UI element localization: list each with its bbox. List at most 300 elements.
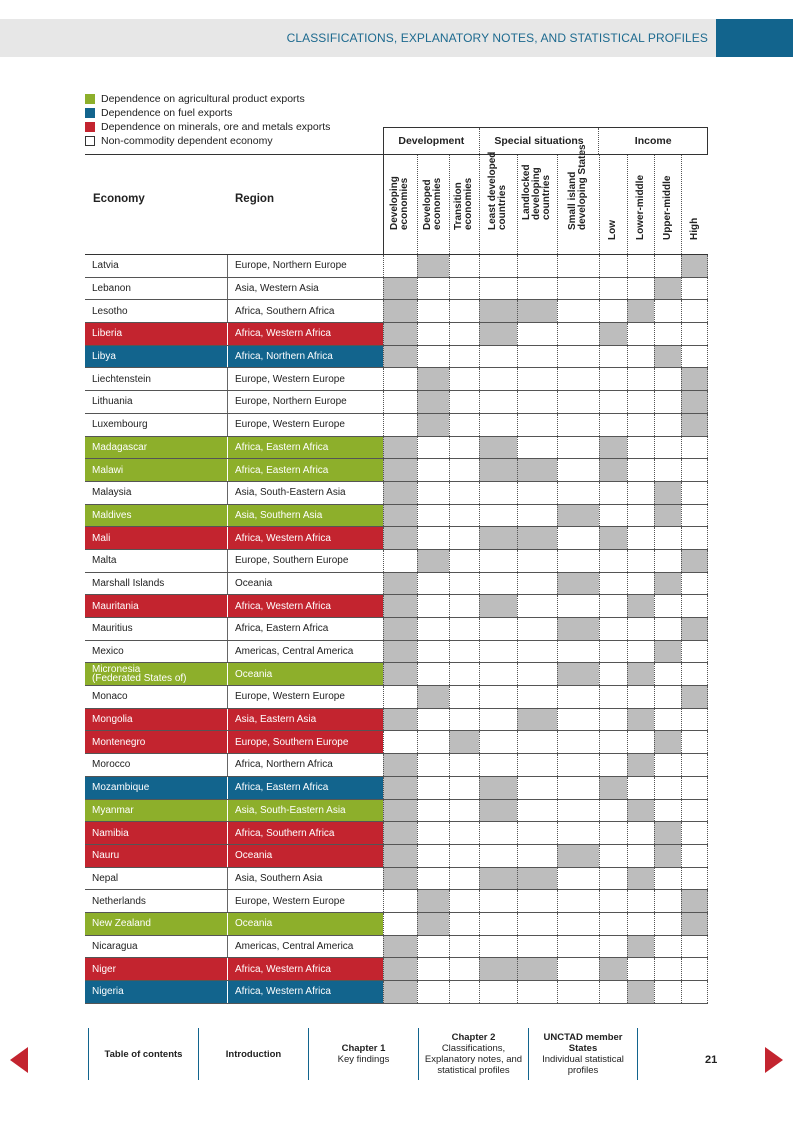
classification-cell bbox=[627, 618, 654, 640]
classification-cell bbox=[654, 323, 681, 345]
classification-cell bbox=[449, 913, 479, 935]
classification-cell bbox=[627, 777, 654, 799]
column-header-label: Low bbox=[607, 220, 618, 240]
classification-cell bbox=[681, 800, 708, 822]
classification-cell bbox=[654, 437, 681, 459]
table-edge bbox=[707, 822, 708, 844]
economy-cell: Mali bbox=[85, 527, 227, 549]
classification-mark bbox=[681, 414, 708, 436]
classification-cell bbox=[517, 550, 557, 572]
classification-mark bbox=[599, 323, 627, 345]
region-cell: Europe, Southern Europe bbox=[228, 731, 383, 753]
footer-nav-subtitle: Individual statistical profiles bbox=[542, 1054, 624, 1076]
classification-mark bbox=[517, 709, 557, 731]
classification-cell bbox=[449, 278, 479, 300]
footer-nav-item[interactable] bbox=[88, 1028, 198, 1080]
classification-cell bbox=[479, 913, 517, 935]
next-page-arrow-icon[interactable] bbox=[765, 1047, 783, 1073]
classification-cell bbox=[517, 913, 557, 935]
table-row bbox=[85, 278, 708, 301]
classification-cell bbox=[449, 868, 479, 890]
classification-mark bbox=[417, 913, 449, 935]
economy-cell: Monaco bbox=[92, 691, 128, 703]
classification-cell bbox=[557, 300, 599, 322]
classification-cell bbox=[479, 731, 517, 753]
classification-cell bbox=[479, 663, 517, 685]
classification-mark bbox=[627, 936, 654, 958]
classification-cell bbox=[654, 414, 681, 436]
region-cell: Asia, Eastern Asia bbox=[228, 709, 383, 731]
classification-cell bbox=[479, 845, 517, 867]
classification-cell bbox=[557, 391, 599, 413]
classification-cell bbox=[599, 346, 627, 368]
footer-nav-title: Table of contents bbox=[104, 1048, 183, 1060]
classification-cell bbox=[654, 868, 681, 890]
classification-cell bbox=[449, 346, 479, 368]
classification-cell bbox=[517, 822, 557, 844]
classification-cell bbox=[417, 459, 449, 481]
classification-mark bbox=[681, 368, 708, 390]
classification-cell bbox=[417, 527, 449, 549]
classification-cell bbox=[599, 913, 627, 935]
classification-cell bbox=[417, 278, 449, 300]
classification-cell bbox=[449, 300, 479, 322]
classification-cell bbox=[681, 663, 708, 685]
classification-cell bbox=[383, 913, 417, 935]
table-edge bbox=[707, 550, 708, 572]
legend-label: Non-commodity dependent economy bbox=[101, 135, 273, 147]
classification-cell bbox=[681, 868, 708, 890]
classification-cell bbox=[449, 618, 479, 640]
economy-cell: Latvia bbox=[92, 260, 119, 272]
classification-cell bbox=[599, 482, 627, 504]
classification-cell bbox=[479, 618, 517, 640]
table-row bbox=[85, 800, 708, 823]
classification-mark bbox=[383, 278, 417, 300]
header-column-divider bbox=[557, 155, 558, 254]
classification-cell bbox=[517, 936, 557, 958]
classification-cell bbox=[627, 414, 654, 436]
classification-mark bbox=[557, 845, 599, 867]
classification-cell bbox=[517, 255, 557, 277]
classification-cell bbox=[599, 255, 627, 277]
classification-cell bbox=[681, 754, 708, 776]
classification-cell bbox=[599, 368, 627, 390]
economy-cell: Nigeria bbox=[85, 981, 227, 1003]
classification-cell bbox=[449, 641, 479, 663]
region-cell: Africa, Northern Africa bbox=[228, 346, 383, 368]
group-development: Development bbox=[383, 128, 479, 154]
table-row bbox=[85, 822, 708, 845]
economy-cell: Nauru bbox=[85, 845, 227, 867]
classification-mark bbox=[479, 958, 517, 980]
table-row bbox=[85, 437, 708, 460]
classification-cell bbox=[627, 550, 654, 572]
classification-cell bbox=[599, 868, 627, 890]
classification-cell bbox=[599, 981, 627, 1003]
classification-cell bbox=[654, 686, 681, 708]
table-edge bbox=[707, 777, 708, 799]
table-body bbox=[85, 255, 708, 1004]
economy-cell: Mozambique bbox=[85, 777, 227, 799]
classification-mark bbox=[417, 391, 449, 413]
economy-cell: Niger bbox=[85, 958, 227, 980]
economy-cell: Nepal bbox=[92, 872, 119, 884]
classification-cell bbox=[627, 913, 654, 935]
footer-nav-subtitle: Classifications, Explanatory notes, and statistical profiles bbox=[424, 1043, 523, 1076]
region-cell: Europe, Western Europe bbox=[235, 691, 345, 703]
table-row bbox=[85, 527, 708, 550]
classification-cell bbox=[599, 754, 627, 776]
header-column-divider bbox=[599, 155, 600, 254]
classification-cell bbox=[599, 845, 627, 867]
header-accent-block bbox=[716, 19, 793, 57]
classification-cell bbox=[627, 482, 654, 504]
table-row bbox=[85, 868, 708, 891]
economy-cell: Mexico bbox=[92, 646, 124, 658]
table-edge bbox=[707, 890, 708, 912]
footer-nav-text bbox=[226, 1049, 281, 1060]
classification-mark bbox=[417, 890, 449, 912]
classification-cell bbox=[417, 482, 449, 504]
classification-cell bbox=[654, 913, 681, 935]
table-edge bbox=[707, 845, 708, 867]
classification-cell bbox=[479, 346, 517, 368]
classification-cell bbox=[627, 890, 654, 912]
economy-cell: Mauritius bbox=[92, 623, 133, 635]
economy-cell: Mongolia bbox=[85, 709, 227, 731]
classification-mark bbox=[479, 300, 517, 322]
table-row bbox=[85, 346, 708, 369]
classification-mark bbox=[654, 482, 681, 504]
classification-cell bbox=[681, 595, 708, 617]
classification-mark bbox=[383, 346, 417, 368]
table-row bbox=[85, 414, 708, 437]
classification-cell bbox=[627, 278, 654, 300]
classification-cell bbox=[599, 686, 627, 708]
footer-nav-title: Introduction bbox=[225, 1048, 282, 1060]
classification-cell bbox=[517, 890, 557, 912]
column-header-label: Developed economies bbox=[422, 177, 443, 230]
classification-mark bbox=[627, 709, 654, 731]
classification-mark bbox=[599, 958, 627, 980]
classification-cell bbox=[681, 346, 708, 368]
economy-cell: Liechtenstein bbox=[92, 373, 151, 385]
classification-cell bbox=[479, 255, 517, 277]
classification-cell bbox=[517, 663, 557, 685]
classification-mark bbox=[627, 595, 654, 617]
classification-cell bbox=[557, 550, 599, 572]
column-group-header bbox=[383, 127, 708, 154]
classification-cell bbox=[517, 777, 557, 799]
economy-cell: Netherlands bbox=[92, 895, 146, 907]
classification-cell bbox=[479, 278, 517, 300]
table-row bbox=[85, 845, 708, 868]
classification-cell bbox=[449, 505, 479, 527]
header-column-divider bbox=[681, 155, 682, 254]
classification-mark bbox=[654, 573, 681, 595]
classification-mark bbox=[383, 618, 417, 640]
classification-cell bbox=[479, 391, 517, 413]
economy-cell: Lesotho bbox=[92, 305, 128, 317]
classification-cell bbox=[517, 800, 557, 822]
classification-cell bbox=[654, 459, 681, 481]
classification-cell bbox=[479, 368, 517, 390]
classification-cell bbox=[517, 414, 557, 436]
legend-label: Dependence on minerals, ore and metals exports bbox=[101, 121, 331, 133]
classification-cell bbox=[517, 437, 557, 459]
economy-cell: Madagascar bbox=[85, 437, 227, 459]
classification-mark bbox=[479, 800, 517, 822]
classification-mark bbox=[517, 868, 557, 890]
classification-cell bbox=[681, 777, 708, 799]
economy-cell: Malaysia bbox=[92, 487, 132, 499]
classification-cell bbox=[681, 936, 708, 958]
classification-cell bbox=[627, 731, 654, 753]
header-column-divider bbox=[627, 155, 628, 254]
table-edge bbox=[707, 731, 708, 753]
classification-cell bbox=[681, 300, 708, 322]
classification-cell bbox=[599, 800, 627, 822]
classification-cell bbox=[654, 958, 681, 980]
classification-cell bbox=[557, 346, 599, 368]
classification-cell bbox=[654, 709, 681, 731]
table-edge bbox=[707, 368, 708, 390]
table-edge bbox=[707, 437, 708, 459]
classification-mark bbox=[517, 527, 557, 549]
classification-cell bbox=[517, 346, 557, 368]
table-row bbox=[85, 550, 708, 573]
classification-cell bbox=[681, 822, 708, 844]
classification-mark bbox=[383, 754, 417, 776]
table-row bbox=[85, 754, 708, 777]
classification-cell bbox=[654, 255, 681, 277]
classification-cell bbox=[517, 754, 557, 776]
classification-cell bbox=[449, 527, 479, 549]
classification-mark bbox=[383, 437, 417, 459]
classification-cell bbox=[417, 595, 449, 617]
classification-cell bbox=[681, 958, 708, 980]
classification-cell bbox=[654, 550, 681, 572]
classification-mark bbox=[654, 641, 681, 663]
classification-mark bbox=[417, 255, 449, 277]
table-edge bbox=[707, 958, 708, 980]
footer-nav-title: UNCTAD member States bbox=[543, 1032, 623, 1054]
table-edge bbox=[707, 391, 708, 413]
economy-cell: Malta bbox=[92, 555, 117, 567]
classification-cell bbox=[627, 527, 654, 549]
classification-cell bbox=[449, 482, 479, 504]
classification-cell bbox=[599, 505, 627, 527]
footer-nav-item[interactable] bbox=[198, 1028, 308, 1080]
classification-cell bbox=[654, 936, 681, 958]
classification-cell bbox=[383, 368, 417, 390]
table-edge bbox=[707, 981, 708, 1003]
economy-cell: Nicaragua bbox=[92, 940, 138, 952]
economy-cell: Malawi bbox=[85, 459, 227, 481]
footer-nav-title: Chapter 2 bbox=[451, 1032, 496, 1043]
classification-mark bbox=[383, 777, 417, 799]
table-row bbox=[85, 958, 708, 981]
classification-cell bbox=[383, 890, 417, 912]
classification-mark bbox=[681, 618, 708, 640]
table-header bbox=[85, 144, 708, 255]
classification-cell bbox=[449, 391, 479, 413]
classification-cell bbox=[557, 414, 599, 436]
economy-cell: Morocco bbox=[92, 759, 131, 771]
classification-cell bbox=[599, 550, 627, 572]
classification-cell bbox=[449, 459, 479, 481]
classification-cell bbox=[479, 936, 517, 958]
classification-cell bbox=[479, 505, 517, 527]
region-cell: Americas, Central America bbox=[235, 940, 354, 952]
classification-cell bbox=[417, 573, 449, 595]
column-header-label: Transition economies bbox=[453, 177, 474, 230]
previous-page-arrow-icon[interactable] bbox=[10, 1047, 28, 1073]
footer-nav-subtitle: Key findings bbox=[337, 1054, 390, 1065]
region-cell: Africa, Southern Africa bbox=[228, 822, 383, 844]
footer-nav-item[interactable] bbox=[418, 1028, 528, 1080]
classification-cell bbox=[417, 981, 449, 1003]
classification-cell bbox=[681, 505, 708, 527]
table-row bbox=[85, 391, 708, 414]
classification-mark bbox=[383, 800, 417, 822]
footer-nav-item[interactable] bbox=[308, 1028, 418, 1080]
table-edge bbox=[707, 618, 708, 640]
region-cell: Africa, Western Africa bbox=[228, 958, 383, 980]
classification-cell bbox=[449, 414, 479, 436]
header-economy: Economy bbox=[93, 193, 145, 205]
table-edge bbox=[707, 300, 708, 322]
classification-cell bbox=[557, 482, 599, 504]
table-edge bbox=[707, 800, 708, 822]
classification-mark bbox=[383, 709, 417, 731]
table-row bbox=[85, 731, 708, 754]
classification-cell bbox=[654, 368, 681, 390]
table-row bbox=[85, 505, 708, 528]
classification-mark bbox=[479, 777, 517, 799]
classification-cell bbox=[449, 777, 479, 799]
classification-cell bbox=[479, 981, 517, 1003]
classification-mark bbox=[479, 437, 517, 459]
classification-mark bbox=[681, 391, 708, 413]
classification-cell bbox=[627, 459, 654, 481]
table-edge bbox=[707, 323, 708, 345]
header-column-divider bbox=[417, 155, 418, 254]
region-cell: Africa, Eastern Africa bbox=[235, 623, 329, 635]
table-edge bbox=[707, 663, 708, 685]
classification-cell bbox=[599, 663, 627, 685]
economy-cell: Namibia bbox=[85, 822, 227, 844]
classification-mark bbox=[383, 936, 417, 958]
classification-cell bbox=[449, 255, 479, 277]
classification-mark bbox=[654, 822, 681, 844]
column-header-label: Lower-middle bbox=[635, 174, 646, 240]
legend bbox=[85, 92, 330, 148]
classification-cell bbox=[417, 346, 449, 368]
classification-mark bbox=[417, 550, 449, 572]
classification-cell bbox=[479, 709, 517, 731]
classification-cell bbox=[681, 527, 708, 549]
header-separator bbox=[383, 155, 384, 254]
classification-cell bbox=[417, 754, 449, 776]
table-edge bbox=[707, 641, 708, 663]
classification-mark bbox=[599, 777, 627, 799]
classification-mark bbox=[627, 800, 654, 822]
classification-cell bbox=[479, 414, 517, 436]
classification-cell bbox=[557, 255, 599, 277]
classification-mark bbox=[383, 822, 417, 844]
page-number: 21 bbox=[705, 1054, 718, 1066]
classification-mark bbox=[681, 890, 708, 912]
classification-cell bbox=[449, 323, 479, 345]
header-column-divider bbox=[517, 155, 518, 254]
classification-cell bbox=[599, 595, 627, 617]
region-cell: Europe, Northern Europe bbox=[235, 396, 347, 408]
legend-swatch-non-commodity bbox=[85, 136, 95, 146]
classification-cell bbox=[681, 278, 708, 300]
classification-cell bbox=[449, 754, 479, 776]
region-cell: Africa, Western Africa bbox=[228, 595, 383, 617]
table-edge bbox=[707, 868, 708, 890]
footer-nav-item[interactable] bbox=[528, 1028, 638, 1080]
classification-mark bbox=[681, 550, 708, 572]
classification-mark bbox=[383, 459, 417, 481]
classification-cell bbox=[654, 754, 681, 776]
classification-cell bbox=[681, 459, 708, 481]
classification-cell bbox=[449, 845, 479, 867]
classification-cell bbox=[417, 437, 449, 459]
table-edge bbox=[707, 459, 708, 481]
classification-cell bbox=[681, 709, 708, 731]
classification-cell bbox=[599, 709, 627, 731]
classification-cell bbox=[517, 981, 557, 1003]
economy-cell: Marshall Islands bbox=[92, 577, 165, 589]
classification-cell bbox=[517, 731, 557, 753]
classification-cell bbox=[599, 391, 627, 413]
legend-swatch-agri bbox=[85, 94, 95, 104]
legend-swatch-minerals bbox=[85, 122, 95, 132]
classification-cell bbox=[627, 255, 654, 277]
classification-cell bbox=[449, 800, 479, 822]
classification-cell bbox=[479, 482, 517, 504]
classification-mark bbox=[654, 505, 681, 527]
classification-cell bbox=[557, 368, 599, 390]
classification-cell bbox=[557, 890, 599, 912]
classification-cell bbox=[599, 822, 627, 844]
classification-mark bbox=[383, 663, 417, 685]
classification-cell bbox=[599, 618, 627, 640]
classification-cell bbox=[517, 595, 557, 617]
classification-mark bbox=[654, 731, 681, 753]
classification-cell bbox=[449, 663, 479, 685]
table-edge bbox=[707, 278, 708, 300]
economy-cell: Micronesia (Federated States of) bbox=[85, 663, 227, 685]
classification-mark bbox=[557, 618, 599, 640]
table-row bbox=[85, 686, 708, 709]
classification-cell bbox=[627, 437, 654, 459]
column-header-label: Least developed countries bbox=[487, 151, 508, 230]
economy-cell: Luxembourg bbox=[92, 419, 148, 431]
column-header-label: Small island developing States bbox=[567, 144, 588, 230]
region-cell: Asia, South-Eastern Asia bbox=[228, 800, 383, 822]
classification-mark bbox=[517, 300, 557, 322]
region-cell: Africa, Northern Africa bbox=[235, 759, 333, 771]
table-row bbox=[85, 300, 708, 323]
table-row bbox=[85, 573, 708, 596]
economy-cell: Lebanon bbox=[92, 283, 131, 295]
classification-mark bbox=[599, 459, 627, 481]
